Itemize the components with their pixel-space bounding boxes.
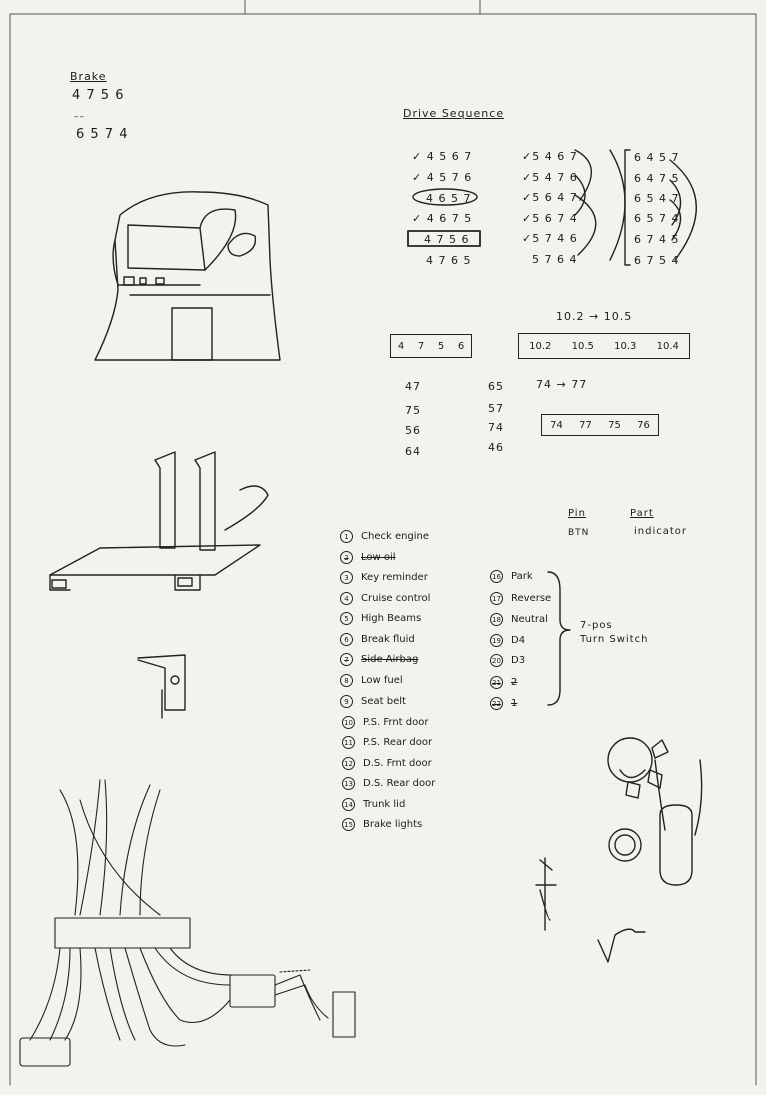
drive-sequence-marks — [408, 150, 696, 265]
clip-sketch — [138, 655, 185, 718]
list-item: 13 D.S. Rear door — [342, 777, 435, 790]
list-item: 8 Low fuel — [340, 674, 403, 687]
list-item: 18 Neutral — [490, 613, 548, 626]
pairs-arrow-label: 74 → 77 — [536, 378, 588, 391]
list-item: 17 Reverse — [490, 592, 551, 605]
box-right: 10.2 10.5 10.3 10.4 — [518, 333, 690, 359]
box-left: 4 7 5 6 — [390, 334, 472, 358]
bracket-sketch — [50, 452, 268, 590]
part-value: indicator — [634, 526, 688, 537]
dashboard-sketch — [95, 192, 280, 360]
list-item: 19 D4 — [490, 634, 525, 647]
range-label: 10.2 → 10.5 — [556, 310, 633, 323]
list-item: 12 D.S. Frnt door — [342, 757, 432, 770]
pin-value: BTN — [568, 528, 590, 538]
list-item: 4 Cruise control — [340, 592, 430, 605]
part-header: Part — [630, 508, 654, 519]
list-item: 1 Check engine — [340, 530, 429, 543]
gear-brace — [548, 572, 570, 705]
pin-header: Pin — [568, 508, 586, 519]
brake-sequence-2: 6 5 7 4 — [76, 127, 129, 142]
brake-scribble: –– — [74, 112, 85, 122]
list-item: 16 Park — [490, 570, 533, 583]
pairs-box: 74 77 75 76 — [541, 414, 659, 436]
brake-label: Brake — [70, 70, 107, 83]
list-item: 22 1 — [490, 697, 517, 710]
switch-note-line2: Turn Switch — [580, 634, 649, 645]
drive-sequence-title: Drive Sequence — [403, 107, 505, 120]
list-item: 7 Side Airbag — [340, 653, 418, 666]
list-item: 3 Key reminder — [340, 571, 428, 584]
list-item: 11 P.S. Rear door — [342, 736, 432, 749]
list-item: 2 Low oil — [340, 551, 396, 564]
list-item: 14 Trunk lid — [342, 798, 405, 811]
list-item: 5 High Beams — [340, 612, 421, 625]
list-item: 21 2 — [490, 676, 517, 689]
switch-note-line1: 7-pos — [580, 620, 613, 631]
list-item: 10 P.S. Frnt door — [342, 716, 428, 729]
knob-sketch — [536, 738, 702, 962]
list-item: 6 Break fluid — [340, 633, 415, 646]
brake-sequence-1: 4 7 5 6 — [72, 88, 125, 103]
list-item: 15 Brake lights — [342, 818, 422, 831]
list-item: 9 Seat belt — [340, 695, 406, 708]
wiring-harness-sketch — [20, 780, 355, 1066]
notebook-page: Brake 4 7 5 6 6 5 7 4 –– Drive Sequence ✓ 4 5 6 7 ✓ 4 5 7 6 4 6 5 7 ✓ 4 6 7 5 4 7 5 6 4 7 6 5 ✓5 4 6 7 ✓5 4 7 6 ✓5 6 4 7 ✓5 6 7 4 ✓5 7 4 6 5 7 6 4 6 4 5 7 6 4 7 5 6 5 4 7 6 5 7 4 6 7 4 5 6 7 5 4 10.2 → 10.5 4 7 5 6 10.2 10.5 10.3 10.4 47 75 56 64 65 57 74 46 74 → 77 74 77 75 76 Pin Part BTN indicator 1 Check engine 2 Low oil 3 Key reminder 4 Cruise control 5 High Beams 6 Break fluid 7 Side Airbag 8 Low fuel 9 Seat belt 10 P.S. Frnt door 11 P.S. Rear door 12 D.S. Frnt door 13 D.S. Rear door 14 Trunk lid 15 Brake lights 16 Park 17 Reverse 18 Neutral 19 D4 20 D3 21 2 22 1 7-pos Turn Switch — [0, 0, 766, 1095]
list-item: 20 D3 — [490, 654, 525, 667]
